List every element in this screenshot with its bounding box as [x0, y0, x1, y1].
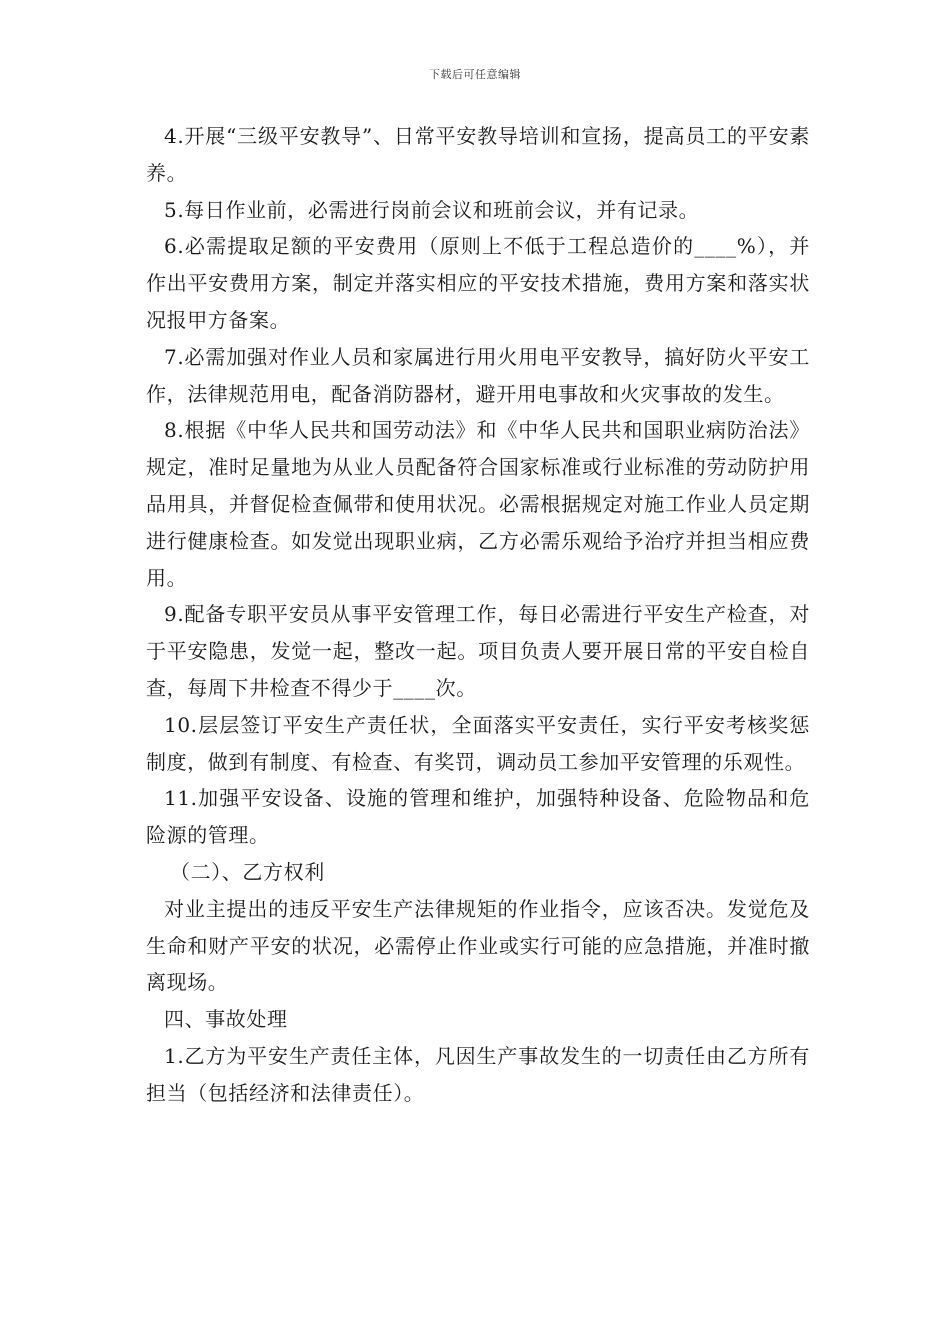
paragraph-accident-1: 1.乙方为平安生产责任主体，凡因生产事故发生的一切责任由乙方所有担当（包括经济和法律责任）。 [146, 1043, 810, 1105]
paragraph-item-6: 6.必需提取足额的平安费用（原则上不低于工程总造价的____%），并作出平安费用方案，制定并落实相应的平安技术措施，费用方案和落实状况报甲方备案。 [146, 234, 810, 332]
document-body [146, 118, 810, 1112]
paragraph-item-5: 5.每日作业前，必需进行岗前会议和班前会议，并有记录。 [164, 197, 700, 222]
paragraph-item-10: 10.层层签订平安生产责任状，全面落实平安责任，实行平安考核奖惩制度，做到有制度、有检查、有奖罚，调动员工参加平安管理的乐观性。 [146, 712, 810, 774]
paragraph-item-8: 8.根据《中华人民共和国劳动法》和《中华人民共和国职业病防治法》规定，准时足量地为从业人员配备符合国家标准或行业标准的劳动防护用品用具，并督促检查佩带和使用状况。必需根据规定对施工作业人员定期进行健康检查。如发觉出现职业病，乙方必需乐观给予治疗并担当相应费用。 [146, 418, 810, 590]
paragraph-item-4: 4.开展“三级平安教导”、日常平安教导培训和宣扬，提高员工的平安素养。 [146, 124, 810, 185]
paragraph-item-7: 7.必需加强对作业人员和家属进行用火用电平安教导，搞好防火平安工作，法律规范用电，配备消防器材，避开用电事故和火灾事故的发生。 [146, 344, 810, 406]
paragraph-item-9: 9.配备专职平安员从事平安管理工作，每日必需进行平安生产检查，对于平安隐患，发觉一起，整改一起。项目负责人要开展日常的平安自检自查，每周下井检查不得少于____次。 [146, 602, 810, 700]
paragraph-party-b-rights: 对业主提出的违反平安生产法律规矩的作业指令，应该否决。发觉危及生命和财产平安的状况，必需停止作业或实行可能的应急措施，并准时撤离现场。 [146, 896, 810, 995]
section-heading-party-b-rights: （二）、乙方权利 [170, 859, 325, 884]
page-header: 下载后可任意编辑 [429, 68, 521, 81]
paragraph-item-11: 11.加强平安设备、设施的管理和维护，加强特种设备、危险物品和危险源的管理。 [146, 786, 810, 848]
section-heading-accident-handling: 四、事故处理 [164, 1007, 288, 1032]
